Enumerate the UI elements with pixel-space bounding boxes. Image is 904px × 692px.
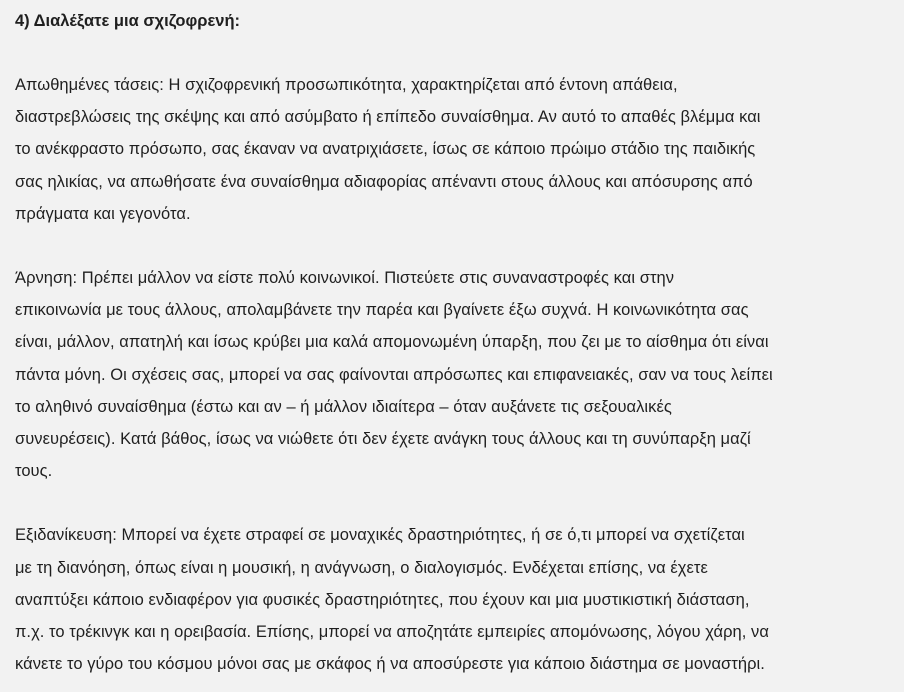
text-line: συνευρέσεις). Κατά βάθος, ίσως να νιώθετε ότι δεν έχετε ανάγκη τους άλλους και τη συνύπαρξη μαζί xyxy=(15,430,751,449)
paragraph-spacer xyxy=(15,230,888,262)
paragraph-denial xyxy=(15,262,888,487)
text-line: κάνετε το γύρο του κόσμου μόνοι σας με σκάφος ή να αποσύρεστε για κάποιο διάστημα σε μοναστήρι. xyxy=(15,655,765,674)
text-line: Άρνηση: Πρέπει μάλλον να είστε πολύ κοινωνικοί. Πιστεύετε στις συναναστροφές και στην xyxy=(15,269,675,288)
paragraph-spacer xyxy=(15,37,888,69)
text-line: με τη διανόηση, όπως είναι η μουσική, η ανάγνωση, ο διαλογισμός. Ενδέχεται επίσης, να έχετε xyxy=(15,558,708,577)
text-line: αναπτύξει κάποιο ενδιαφέρον για φυσικές δραστηριότητες, που έχουν και μια μυστικιστική διάσταση, xyxy=(15,590,750,609)
text-line: πράγματα και γεγονότα. xyxy=(15,204,191,223)
text-line: είναι, μάλλον, απατηλή και ίσως κρύβει μια καλά απομονωμένη ύπαρξη, που ζει με το αίσθημα ότι είναι xyxy=(15,333,769,352)
text-line: Εξιδανίκευση: Μπορεί να έχετε στραφεί σε μοναχικές δραστηριότητες, ή σε ό,τι μπορεί να σχετίζεται xyxy=(15,526,745,545)
section-heading: 4) Διαλέξατε μια σχιζοφρενή: xyxy=(15,12,241,30)
text-line: επικοινωνία με τους άλλους, απολαμβάνετε την παρέα και βγαίνετε έξω συχνά. Η κοινωνικότητα σας xyxy=(15,301,749,320)
text-line: το αληθινό συναίσθημα (έστω και αν – ή μάλλον ιδιαίτερα – όταν αυξάνετε τις σεξουαλικές xyxy=(15,397,672,416)
text-line: Απωθημένες τάσεις: Η σχιζοφρενική προσωπικότητα, χαρακτηρίζεται από έντονη απάθεια, xyxy=(15,76,678,94)
text-line: π.χ. το τρέκινγκ και η ορειβασία. Επίσης, μπορεί να αποζητάτε εμπειρίες απομόνωσης, λόγου χάρη, να xyxy=(15,623,769,642)
text-line: διαστρεβλώσεις της σκέψης και από ασύμβατο ή επίπεδο συναίσθημα. Αν αυτό το απαθές βλέμμα και xyxy=(15,108,761,127)
text-line: πάντα μόνη. Οι σχέσεις σας, μπορεί να σας φαίνονται απρόσωπες και επιφανειακές, σαν να τους λείπει xyxy=(15,365,773,384)
text-line: τους. xyxy=(15,462,53,481)
paragraph-idealization xyxy=(15,519,888,680)
paragraph-repression xyxy=(15,69,888,230)
paragraph-spacer xyxy=(15,487,888,519)
text-line: το ανέκφραστο πρόσωπο, σας έκαναν να ανατριχιάσετε, ίσως σε κάποιο πρώιμο στάδιο της παιδικής xyxy=(15,140,756,159)
text-line: σας ηλικίας, να απωθήσατε ένα συναίσθημα αδιαφορίας απέναντι στους άλλους και απόσυρσης από xyxy=(15,172,753,191)
